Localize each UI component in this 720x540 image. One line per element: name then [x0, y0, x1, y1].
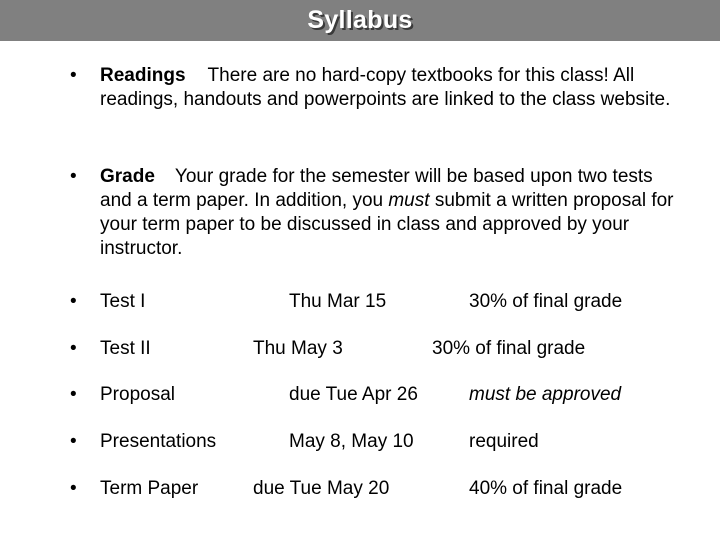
schedule-date: due Tue May 20: [253, 478, 390, 499]
schedule-item: Proposal: [100, 384, 175, 405]
schedule-date: May 8, May 10: [289, 431, 414, 452]
schedule-note: 40% of final grade: [469, 478, 623, 499]
grade-emphasis: must: [388, 190, 430, 211]
readings-text: There are no hard-copy textbooks for this class! All readings, handouts and powerpoints are linked to the class website.: [100, 65, 671, 110]
schedule-note: 30% of final grade: [432, 338, 586, 359]
schedule-item: Test II: [100, 338, 151, 359]
slide-title: Syllabus: [307, 6, 413, 34]
grade-paragraph: [100, 165, 680, 261]
schedule-date: Thu Mar 15: [289, 291, 387, 312]
bullet-grade: •: [70, 166, 77, 187]
schedule-item: Test I: [100, 291, 146, 312]
schedule-note: 30% of final grade: [469, 291, 623, 312]
readings-label: Readings: [100, 65, 186, 86]
schedule-date: Thu May 3: [253, 338, 343, 359]
schedule-note: must be approved: [469, 384, 622, 405]
schedule-note: required: [469, 431, 539, 452]
bullet-readings: •: [70, 65, 77, 86]
schedule-item: Term Paper: [100, 478, 199, 499]
grade-text-after: submit a written proposal for your term paper to be discussed in class and approved by your instructor.: [100, 190, 674, 259]
bullet-presentations: •: [70, 431, 77, 452]
grade-label: Grade: [100, 166, 155, 187]
schedule-date: due Tue Apr 26: [289, 384, 418, 405]
bullet-test-2: •: [70, 338, 77, 359]
title-bar: [0, 0, 720, 41]
bullet-proposal: •: [70, 384, 77, 405]
readings-paragraph: [100, 64, 680, 112]
bullet-test-1: •: [70, 291, 77, 312]
schedule-item: Presentations: [100, 431, 217, 452]
grade-text-before: Your grade for the semester will be based upon two tests and a term paper. In addition, you: [100, 166, 653, 211]
bullet-term-paper: •: [70, 478, 77, 499]
